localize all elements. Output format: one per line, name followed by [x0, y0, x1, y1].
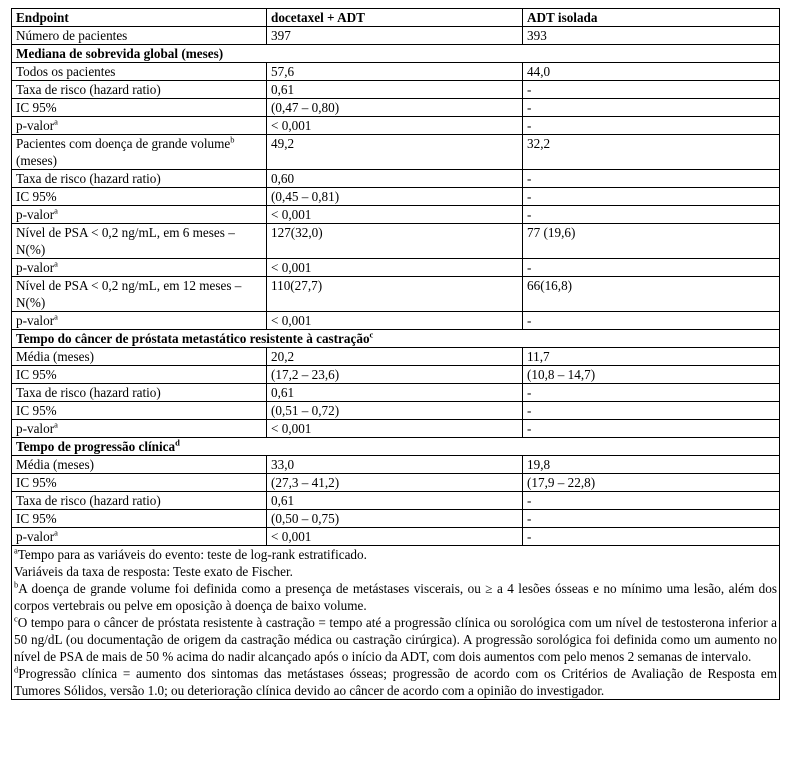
endpoint-cell — [12, 348, 267, 366]
cell-text: Média (meses) — [16, 457, 94, 472]
adt-alone-cell — [523, 456, 780, 474]
header-cell: Endpoint — [12, 9, 267, 27]
docetaxel-adt-cell — [267, 456, 523, 474]
docetaxel-adt-cell — [267, 528, 523, 546]
cell-text: - — [527, 511, 532, 526]
adt-alone-cell — [523, 224, 780, 259]
cell-text: p-valor — [16, 118, 55, 133]
cell-text: 393 — [527, 28, 547, 43]
cell-text: Todos os pacientes — [16, 64, 116, 79]
table-row — [12, 277, 780, 312]
cell-text: (0,50 – 0,75) — [271, 511, 340, 526]
table-row — [12, 117, 780, 135]
section-label: Mediana de sobrevida global (meses) — [16, 46, 224, 61]
endpoint-cell — [12, 188, 267, 206]
endpoint-cell — [12, 63, 267, 81]
cell-text: < 0,001 — [271, 313, 312, 328]
cell-text: - — [527, 82, 532, 97]
adt-alone-cell — [523, 420, 780, 438]
cell-text: (17,2 – 23,6) — [271, 367, 340, 382]
footnote-marker: d — [14, 664, 19, 675]
cell-text: 20,2 — [271, 349, 295, 364]
footnotes — [12, 546, 780, 700]
docetaxel-adt-cell — [267, 170, 523, 188]
cell-text: IC 95% — [16, 100, 57, 115]
adt-alone-cell — [523, 348, 780, 366]
table-row — [12, 402, 780, 420]
cell-text: p-valor — [16, 260, 55, 275]
cell-text: Taxa de risco (hazard ratio) — [16, 82, 161, 97]
endpoint-cell — [12, 366, 267, 384]
adt-alone-cell — [523, 492, 780, 510]
endpoint-cell — [12, 528, 267, 546]
footnote-marker: a — [54, 205, 58, 216]
cell-text: p-valor — [16, 207, 55, 222]
endpoint-cell — [12, 474, 267, 492]
cell-text: Número de pacientes — [16, 28, 128, 43]
cell-text: Pacientes com doença de grande volume — [16, 136, 231, 151]
cell-text: (17,9 – 22,8) — [527, 475, 596, 490]
footnote-marker: d — [175, 437, 180, 448]
adt-alone-cell — [523, 99, 780, 117]
table-row — [12, 99, 780, 117]
docetaxel-adt-cell — [267, 277, 523, 312]
adt-alone-cell — [523, 81, 780, 99]
cell-text: - — [527, 100, 532, 115]
section-heading — [12, 438, 780, 456]
table-row — [12, 170, 780, 188]
docetaxel-adt-cell — [267, 99, 523, 117]
table-body — [12, 9, 780, 546]
cell-text: - — [527, 118, 532, 133]
endpoint-cell — [12, 117, 267, 135]
table-row — [12, 27, 780, 45]
cell-text-suffix: (meses) — [16, 153, 58, 168]
docetaxel-adt-cell — [267, 259, 523, 277]
table-row — [12, 528, 780, 546]
cell-text: 110(27,7) — [271, 278, 323, 293]
cell-text: p-valor — [16, 313, 55, 328]
docetaxel-adt-cell — [267, 384, 523, 402]
cell-text: - — [527, 421, 532, 436]
table-row — [12, 224, 780, 259]
adt-alone-cell — [523, 312, 780, 330]
footnote-marker: a — [54, 311, 58, 322]
endpoint-cell — [12, 456, 267, 474]
section-heading — [12, 45, 780, 63]
cell-text: - — [527, 207, 532, 222]
docetaxel-adt-cell — [267, 420, 523, 438]
cell-text: 33,0 — [271, 457, 295, 472]
table-row — [12, 456, 780, 474]
footnote-marker: a — [54, 419, 58, 430]
table-row — [12, 63, 780, 81]
cell-text: Taxa de risco (hazard ratio) — [16, 171, 161, 186]
adt-alone-cell — [523, 474, 780, 492]
cell-text: Taxa de risco (hazard ratio) — [16, 385, 161, 400]
cell-text: (0,45 – 0,81) — [271, 189, 340, 204]
adt-alone-cell — [523, 63, 780, 81]
table-row — [12, 492, 780, 510]
docetaxel-adt-cell — [267, 81, 523, 99]
docetaxel-adt-cell — [267, 135, 523, 170]
cell-text: 397 — [271, 28, 291, 43]
table-row — [12, 135, 780, 170]
header-cell: ADT isolada — [523, 9, 780, 27]
endpoint-cell — [12, 312, 267, 330]
cell-text: 0,61 — [271, 493, 295, 508]
cell-text: Média (meses) — [16, 349, 94, 364]
endpoint-cell — [12, 170, 267, 188]
docetaxel-adt-cell — [267, 402, 523, 420]
docetaxel-adt-cell — [267, 63, 523, 81]
adt-alone-cell — [523, 117, 780, 135]
cell-text: - — [527, 313, 532, 328]
footnote-marker: b — [230, 134, 235, 145]
cell-text: - — [527, 171, 532, 186]
endpoint-cell — [12, 384, 267, 402]
results-table — [11, 8, 780, 700]
adt-alone-cell — [523, 206, 780, 224]
table-row — [12, 348, 780, 366]
section-heading — [12, 330, 780, 348]
document — [11, 8, 779, 700]
endpoint-cell — [12, 135, 267, 170]
cell-text: (10,8 – 14,7) — [527, 367, 596, 382]
section-label: Tempo de progressão clínica — [16, 439, 176, 454]
docetaxel-adt-cell — [267, 224, 523, 259]
cell-text: IC 95% — [16, 475, 57, 490]
footnote-marker: a — [54, 527, 58, 538]
table-row — [12, 206, 780, 224]
endpoint-cell — [12, 81, 267, 99]
endpoint-cell — [12, 402, 267, 420]
cell-text: 127(32,0) — [271, 225, 323, 240]
cell-text: - — [527, 385, 532, 400]
cell-text: 77 (19,6) — [527, 225, 576, 240]
cell-text: < 0,001 — [271, 529, 312, 544]
cell-text: (0,51 – 0,72) — [271, 403, 340, 418]
table-row — [12, 366, 780, 384]
docetaxel-adt-cell — [267, 474, 523, 492]
table-row — [12, 312, 780, 330]
footnote — [14, 580, 777, 614]
endpoint-cell — [12, 492, 267, 510]
cell-text: IC 95% — [16, 189, 57, 204]
cell-text: 0,61 — [271, 82, 295, 97]
cell-text: IC 95% — [16, 403, 57, 418]
table-row — [12, 510, 780, 528]
docetaxel-adt-cell — [267, 206, 523, 224]
cell-text: IC 95% — [16, 511, 57, 526]
cell-text: 19,8 — [527, 457, 551, 472]
cell-text: 0,61 — [271, 385, 295, 400]
cell-text: Taxa de risco (hazard ratio) — [16, 493, 161, 508]
section-row — [12, 330, 780, 348]
docetaxel-adt-cell — [267, 492, 523, 510]
cell-text: < 0,001 — [271, 421, 312, 436]
footnote — [14, 665, 777, 699]
cell-text: 11,7 — [527, 349, 550, 364]
docetaxel-adt-cell — [267, 348, 523, 366]
adt-alone-cell — [523, 27, 780, 45]
table-row — [12, 188, 780, 206]
cell-text: p-valor — [16, 529, 55, 544]
footnote-marker: a — [14, 545, 18, 556]
section-label: Tempo do câncer de próstata metastático resistente à castração — [16, 331, 370, 346]
footnote-marker: c — [369, 329, 374, 340]
cell-text: 32,2 — [527, 136, 551, 151]
endpoint-cell — [12, 510, 267, 528]
cell-text: 57,6 — [271, 64, 295, 79]
footnote-marker: c — [14, 613, 18, 624]
endpoint-cell — [12, 224, 267, 259]
endpoint-cell — [12, 27, 267, 45]
section-row — [12, 45, 780, 63]
cell-text: < 0,001 — [271, 260, 312, 275]
docetaxel-adt-cell — [267, 188, 523, 206]
cell-text: < 0,001 — [271, 118, 312, 133]
cell-text: p-valor — [16, 421, 55, 436]
footnote-marker: b — [14, 579, 19, 590]
adt-alone-cell — [523, 528, 780, 546]
cell-text: < 0,001 — [271, 207, 312, 222]
adt-alone-cell — [523, 188, 780, 206]
adt-alone-cell — [523, 510, 780, 528]
section-row — [12, 438, 780, 456]
adt-alone-cell — [523, 277, 780, 312]
footnotes-row — [12, 546, 780, 700]
endpoint-cell — [12, 277, 267, 312]
adt-alone-cell — [523, 402, 780, 420]
header-cell: docetaxel + ADT — [267, 9, 523, 27]
cell-text: - — [527, 493, 532, 508]
footnote-text: Variáveis da taxa de resposta: Teste exato de Fischer. — [14, 564, 293, 579]
cell-text: - — [527, 529, 532, 544]
cell-text: Nível de PSA < 0,2 ng/mL, em 6 meses – N(%) — [16, 225, 235, 257]
adt-alone-cell — [523, 384, 780, 402]
docetaxel-adt-cell — [267, 366, 523, 384]
cell-text: 0,60 — [271, 171, 295, 186]
footnote-text: Tempo para as variáveis do evento: teste de log-rank estratificado. — [17, 547, 367, 562]
cell-text: Nível de PSA < 0,2 ng/mL, em 12 meses – N(%) — [16, 278, 242, 310]
table-row — [12, 81, 780, 99]
adt-alone-cell — [523, 259, 780, 277]
adt-alone-cell — [523, 366, 780, 384]
docetaxel-adt-cell — [267, 312, 523, 330]
cell-text: - — [527, 403, 532, 418]
endpoint-cell — [12, 259, 267, 277]
footnote-marker: a — [54, 116, 58, 127]
footnote-text: A doença de grande volume foi definida como a presença de metástases viscerais, ou ≥ a 4 lesões ósseas e no mínimo uma lesão, além dos corpos vertebrais ou pelve em oposição à doença de baixo volume. — [14, 581, 777, 613]
header-row — [12, 9, 780, 27]
cell-text: 66(16,8) — [527, 278, 573, 293]
endpoint-cell — [12, 99, 267, 117]
cell-text: 44,0 — [527, 64, 551, 79]
cell-text: (0,47 – 0,80) — [271, 100, 340, 115]
footnote-text: O tempo para o câncer de próstata resistente à castração = tempo até a progressão clínica ou sorológica com um nível de testosterona inferior a 50 ng/dL (ou documentação de origem da castração médica ou castração cirúrgica). A progressão sorológica foi definida como um aumento no nível de PSA de mais de 50 % acima do nadir alcançado após o início da ADT, com dois aumentos com pelo menos 2 semanas de intervalo. — [14, 615, 777, 664]
endpoint-cell — [12, 206, 267, 224]
cell-text: IC 95% — [16, 367, 57, 382]
table-row — [12, 474, 780, 492]
footnote-text: Progressão clínica = aumento dos sintomas das metástases ósseas; progressão de acordo com os Critérios de Avaliação de Resposta em Tumores Sólidos, versão 1.0; ou deterioração clínica devido ao câncer de acordo com a opinião do investigador. — [14, 666, 777, 698]
adt-alone-cell — [523, 135, 780, 170]
footnote-marker: a — [54, 258, 58, 269]
table-row — [12, 259, 780, 277]
footnote — [14, 563, 777, 580]
cell-text: - — [527, 189, 532, 204]
endpoint-cell — [12, 420, 267, 438]
adt-alone-cell — [523, 170, 780, 188]
docetaxel-adt-cell — [267, 510, 523, 528]
table-row — [12, 384, 780, 402]
cell-text: (27,3 – 41,2) — [271, 475, 340, 490]
cell-text: - — [527, 260, 532, 275]
table-row — [12, 420, 780, 438]
cell-text: 49,2 — [271, 136, 295, 151]
footnote — [14, 546, 777, 563]
docetaxel-adt-cell — [267, 27, 523, 45]
footnote — [14, 614, 777, 665]
docetaxel-adt-cell — [267, 117, 523, 135]
